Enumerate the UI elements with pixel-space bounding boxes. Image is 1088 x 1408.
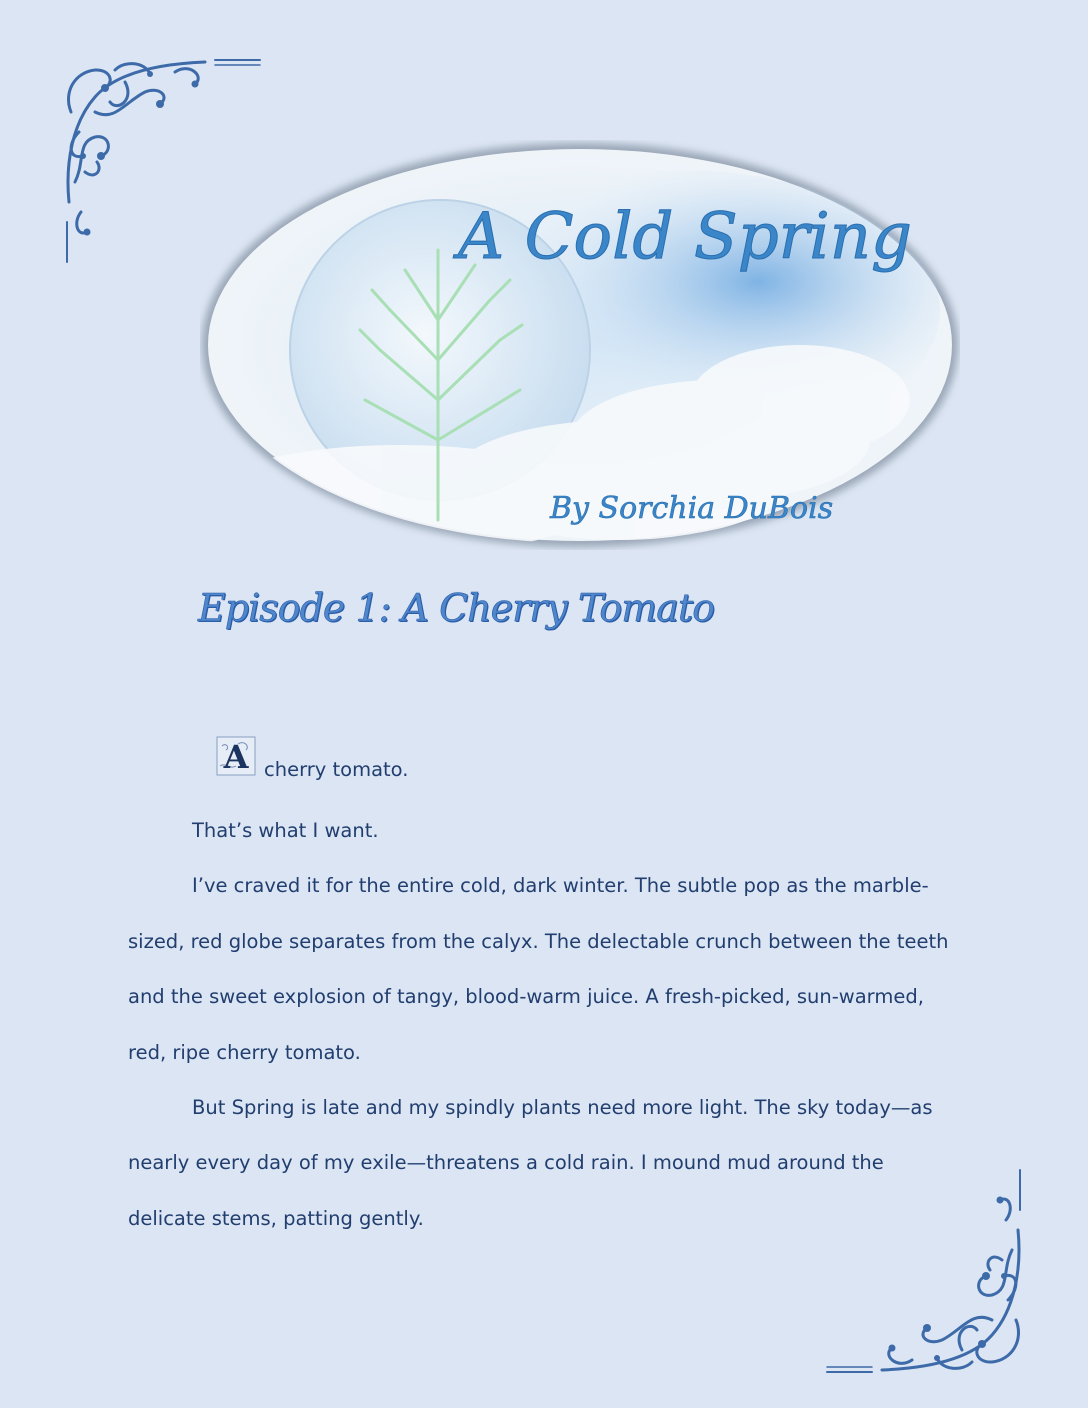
story-first-line: cherry tomato. <box>264 758 409 781</box>
dropcap-letter <box>216 736 256 776</box>
story-line-5: red, ripe cherry tomato. <box>128 1041 361 1064</box>
story-line-3: sized, red globe separates from the calyx. The delectable crunch between the teeth <box>128 930 949 953</box>
dropcap-text: A <box>223 738 249 776</box>
banner-title: A Cold Spring <box>458 200 912 274</box>
episode-title: Episode 1: A Cherry Tomato <box>198 586 715 630</box>
banner-byline: By Sorchia DuBois <box>550 491 834 526</box>
story-line-6: But Spring is late and my spindly plants need more light. The sky today—as <box>192 1096 933 1119</box>
story-line-1: That’s what I want. <box>192 819 379 842</box>
story-line-4: and the sweet explosion of tangy, blood-warm juice. A fresh-picked, sun-warmed, <box>128 985 924 1008</box>
story-line-2: I’ve craved it for the entire cold, dark winter. The subtle pop as the marble- <box>192 874 929 897</box>
title-banner-image <box>200 140 960 550</box>
story-line-8: delicate stems, patting gently. <box>128 1207 424 1230</box>
corner-ornament-bottom-right-icon <box>822 1165 1032 1380</box>
story-line-7: nearly every day of my exile—threatens a cold rain. I mound mud around the <box>128 1151 884 1174</box>
